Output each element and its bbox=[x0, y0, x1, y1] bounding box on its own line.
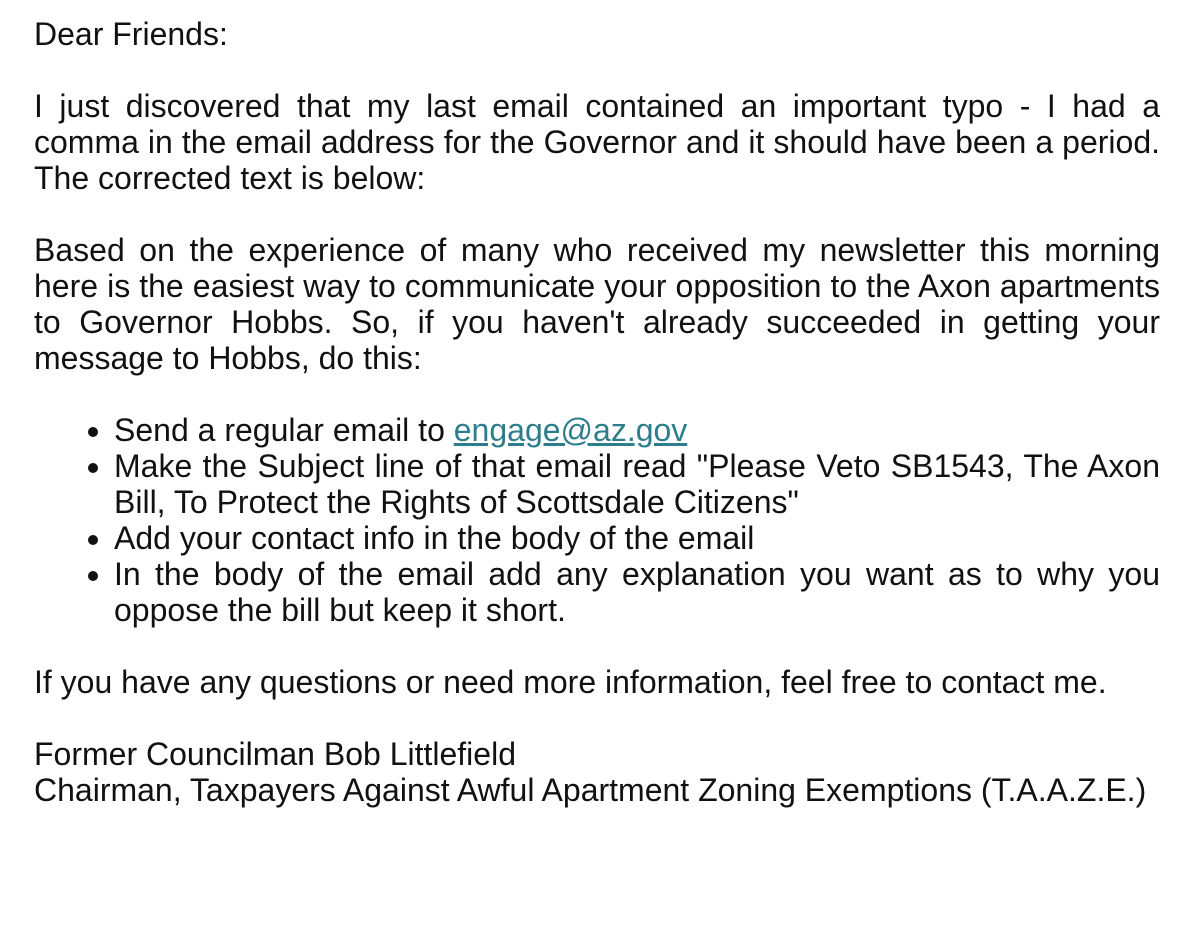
signature-name: Former Councilman Bob Littlefield bbox=[34, 736, 516, 772]
step1-text: Send a regular email to bbox=[114, 412, 454, 448]
list-item: • Add your contact info in the body of the email bbox=[114, 520, 1160, 556]
greeting: Dear Friends: bbox=[34, 16, 228, 52]
closing-paragraph: If you have any questions or need more information, feel free to contact me. bbox=[34, 664, 1107, 700]
signature-title: Chairman, Taxpayers Against Awful Apartment Zoning Exemptions (T.A.A.Z.E.) bbox=[34, 772, 1147, 808]
list-item: • In the body of the email add any explanation you want as to why you oppose the bill but keep it short. bbox=[114, 556, 1160, 628]
email-body bbox=[34, 16, 1160, 808]
list-item bbox=[114, 412, 1160, 448]
instructions-list bbox=[34, 412, 1160, 628]
list-item: • Make the Subject line of that email read "Please Veto SB1543, The Axon Bill, To Protect the Rights of Scottsdale Citizens" bbox=[114, 448, 1160, 520]
instructions-intro-paragraph: Based on the experience of many who received my newsletter this morning here is the easiest way to communicate your opposition to the Axon apartments to Governor Hobbs. So, if you haven't already succeeded in getting your message to Hobbs, do this: bbox=[34, 232, 1160, 376]
governor-email-link[interactable]: engage@az.gov bbox=[453, 412, 688, 448]
typo-correction-paragraph: I just discovered that my last email contained an important typo - I had a comma in the email address for the Governor and it should have been a period. The corrected text is below: bbox=[34, 88, 1160, 196]
